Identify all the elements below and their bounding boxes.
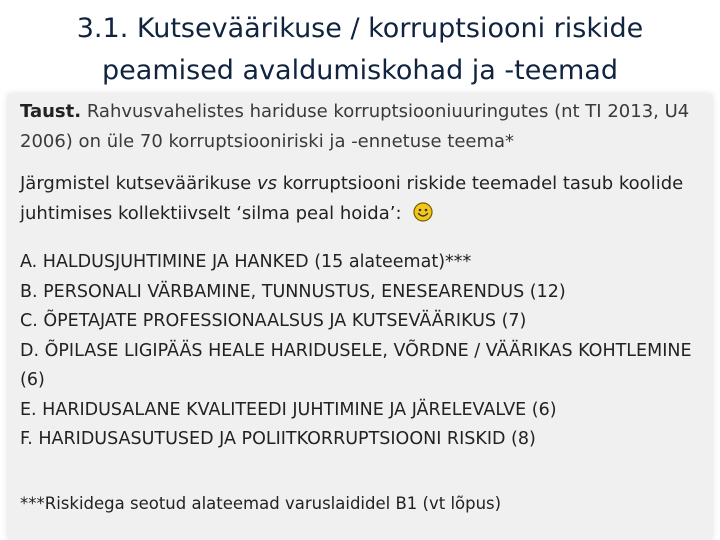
slide-title-line-2: peamised avaldumiskohad ja -teemad [102,55,618,86]
topic-item-a: A. HALDUSJUHTIMINE JA HANKED (15 alateemat)*** [20,252,472,272]
footnote: ***Riskidega seotud alateemad varuslaididel B1 (vt lõpus) [20,494,502,513]
topic-item-b: B. PERSONALI VÄRBAMINE, TUNNUSTUS, ENESEARENDUS (12) [20,281,566,302]
background-label: Taust. [20,101,82,122]
background-text: Rahvusvahelistes hariduse korruptsiooniuuringutes (nt TI 2013, U4 2006) on üle 70 korruptsiooniriski ja -ennetuse teema* [20,101,690,152]
highlight-vs: vs [256,173,278,194]
highlight-text-2: korruptsiooni riskide teemadel tasub koolide juhtimises kollektiivselt ‘silma peal hoida’: [20,173,684,224]
topic-item-f: F. HARIDUSASUTUSED JA POLIITKORRUPTSIOONI RISKID (8) [20,429,536,449]
risk-topic-list [20,248,710,455]
topic-item-d: D. ÕPILASE LIGIPÄÄS HEALE HARIDUSELE, VÕRDNE / VÄÄRIKAS KOHTLEMINE (6) [20,340,692,390]
slide-title-line-1: 3.1. Kutseväärikuse / korruptsiooni riskide [76,13,644,44]
highlight-text-1: Järgmistel kutseväärikuse [20,173,257,194]
slide-title [0,8,720,92]
topic-item-e: E. HARIDUSALANE KVALITEEDI JUHTIMINE JA JÄRELEVALVE (6) [20,399,557,420]
topic-item-c: C. ÕPETAJATE PROFESSIONAALSUS JA KUTSEVÄÄRIKUS (7) [20,311,527,331]
highlight-paragraph [20,169,710,229]
background-paragraph [20,97,710,157]
smiley-icon [413,202,433,222]
